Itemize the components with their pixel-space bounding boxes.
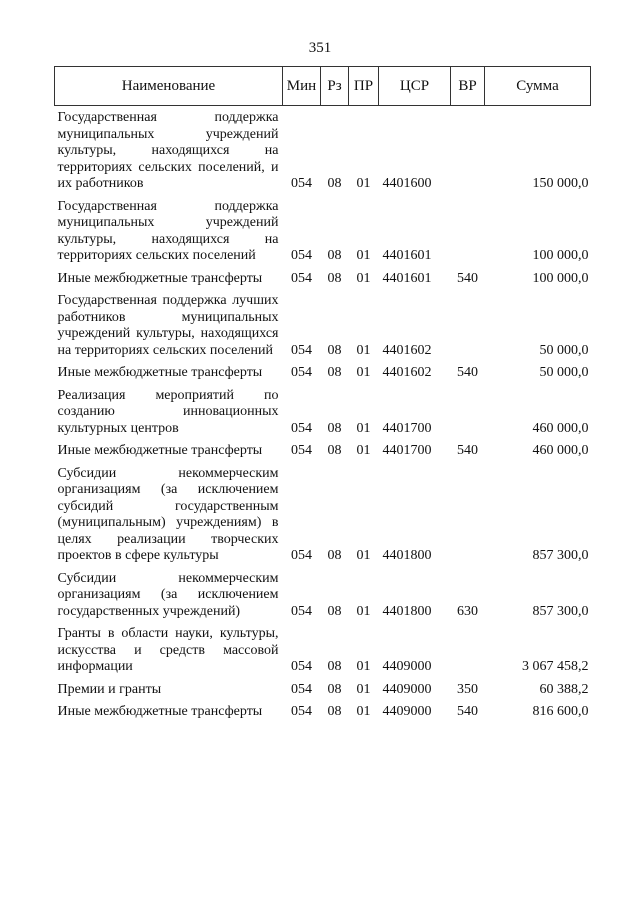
row-min: 054: [291, 659, 312, 674]
row-pr: 01: [356, 342, 371, 358]
row-name: Государственная поддержка лучших работников муниципальных учреждений культуры, находящихся на территориях сельских поселений: [57, 293, 279, 358]
table-row: [55, 293, 591, 365]
row-name: Иные межбюджетные трансферты: [57, 443, 263, 458]
row-vr: 540: [457, 270, 478, 286]
row-vr: 540: [457, 365, 478, 380]
row-csr: 4401602: [382, 365, 432, 380]
row-vr: [451, 388, 485, 444]
row-min: 054: [291, 704, 312, 719]
row-sum: 50 000,0: [539, 365, 589, 380]
row-min: 054: [291, 603, 312, 619]
budget-table: [54, 66, 591, 727]
row-pr: 01: [356, 681, 371, 697]
row-pr: 01: [356, 548, 371, 563]
row-min: 054: [291, 420, 312, 436]
header-csr: ЦСР: [379, 67, 451, 106]
row-vr: [451, 293, 485, 365]
row-sum: 3 067 458,2: [522, 659, 589, 674]
header-vr: ВР: [451, 67, 485, 106]
row-sum: 50 000,0: [539, 342, 589, 358]
row-name: Субсидии некоммерческим организациям (за исключением субсидий государственным (муниципальным) учреждениям) в целях реализации творческих проектов в сфере культуры: [57, 465, 279, 563]
row-name: Иные межбюджетные трансферты: [57, 270, 263, 286]
row-pr: 01: [356, 443, 371, 458]
row-vr: 630: [457, 603, 478, 619]
row-rz: 08: [327, 603, 342, 619]
row-vr: 540: [457, 443, 478, 458]
header-sum: Сумма: [485, 67, 591, 106]
table-row: [55, 199, 591, 271]
row-pr: 01: [356, 420, 371, 436]
row-name: Премии и гранты: [57, 681, 162, 697]
row-min: 054: [291, 548, 312, 563]
row-rz: 08: [327, 365, 342, 380]
header-pr: ПР: [349, 67, 379, 106]
table-row: [55, 388, 591, 444]
row-rz: 08: [327, 420, 342, 436]
row-name: Реализация мероприятий по созданию инновационных культурных центров: [57, 387, 279, 436]
row-pr: 01: [356, 176, 371, 191]
table-header-row: [55, 67, 591, 106]
table-row: [55, 443, 591, 466]
row-vr: [451, 199, 485, 271]
header-rz: Рз: [321, 67, 349, 106]
row-sum: 857 300,0: [532, 603, 589, 619]
row-sum: 857 300,0: [532, 548, 589, 563]
row-csr: 4401700: [382, 420, 432, 436]
header-min: Мин: [283, 67, 321, 106]
page-number: 351: [308, 40, 332, 56]
row-rz: 08: [327, 443, 342, 458]
row-csr: 4401800: [382, 603, 432, 619]
row-sum: 150 000,0: [532, 176, 589, 191]
row-vr: [451, 106, 485, 199]
table-row: [55, 466, 591, 571]
row-rz: 08: [327, 681, 342, 697]
row-vr: 540: [457, 704, 478, 719]
row-sum: 60 388,2: [539, 681, 589, 697]
table-row: [55, 682, 591, 705]
table-row: [55, 365, 591, 388]
row-rz: 08: [327, 704, 342, 719]
header-name: Наименование: [55, 67, 283, 106]
row-name: Государственная поддержка муниципальных учреждений культуры, находящихся на территориях сельских поселений: [57, 198, 279, 263]
table-row: [55, 626, 591, 682]
row-vr: [451, 626, 485, 682]
table-row: [55, 571, 591, 627]
row-rz: 08: [327, 342, 342, 358]
table-row: [55, 271, 591, 294]
row-sum: 100 000,0: [532, 270, 589, 286]
row-min: 054: [291, 342, 312, 358]
row-pr: 01: [356, 365, 371, 380]
row-min: 054: [291, 176, 312, 191]
row-rz: 08: [327, 548, 342, 563]
row-sum: 100 000,0: [532, 248, 589, 263]
row-name: Гранты в области науки, культуры, искусства и средств массовой информации: [57, 626, 279, 674]
row-name: Иные межбюджетные трансферты: [57, 365, 263, 380]
row-csr: 4401601: [382, 270, 432, 286]
row-sum: 460 000,0: [532, 420, 589, 436]
row-rz: 08: [327, 659, 342, 674]
row-pr: 01: [356, 248, 371, 263]
row-rz: 08: [327, 270, 342, 286]
row-csr: 4409000: [382, 659, 432, 674]
row-min: 054: [291, 270, 312, 286]
row-csr: 4409000: [382, 704, 432, 719]
table-row: [55, 704, 591, 727]
row-pr: 01: [356, 704, 371, 719]
row-vr: 350: [457, 681, 478, 697]
row-vr: [451, 466, 485, 571]
row-name: Иные межбюджетные трансферты: [57, 704, 263, 719]
row-name: Субсидии некоммерческим организациям (за исключением государственных учреждений): [57, 570, 279, 619]
row-csr: 4409000: [382, 681, 432, 697]
row-min: 054: [291, 443, 312, 458]
row-pr: 01: [356, 659, 371, 674]
row-csr: 4401800: [382, 548, 432, 563]
row-csr: 4401602: [382, 342, 432, 358]
table-body: [55, 106, 591, 727]
row-rz: 08: [327, 176, 342, 191]
table-row: [55, 106, 591, 199]
row-pr: 01: [356, 603, 371, 619]
row-name: Государственная поддержка муниципальных учреждений культуры, находящихся на территориях сельских поселений, и их работников: [57, 110, 279, 191]
row-csr: 4401600: [382, 176, 432, 191]
row-pr: 01: [356, 270, 371, 286]
row-csr: 4401601: [382, 248, 432, 263]
row-csr: 4401700: [382, 443, 432, 458]
row-sum: 460 000,0: [532, 443, 589, 458]
row-sum: 816 600,0: [532, 704, 589, 719]
row-min: 054: [291, 365, 312, 380]
row-min: 054: [291, 681, 312, 697]
row-rz: 08: [327, 248, 342, 263]
row-min: 054: [291, 248, 312, 263]
